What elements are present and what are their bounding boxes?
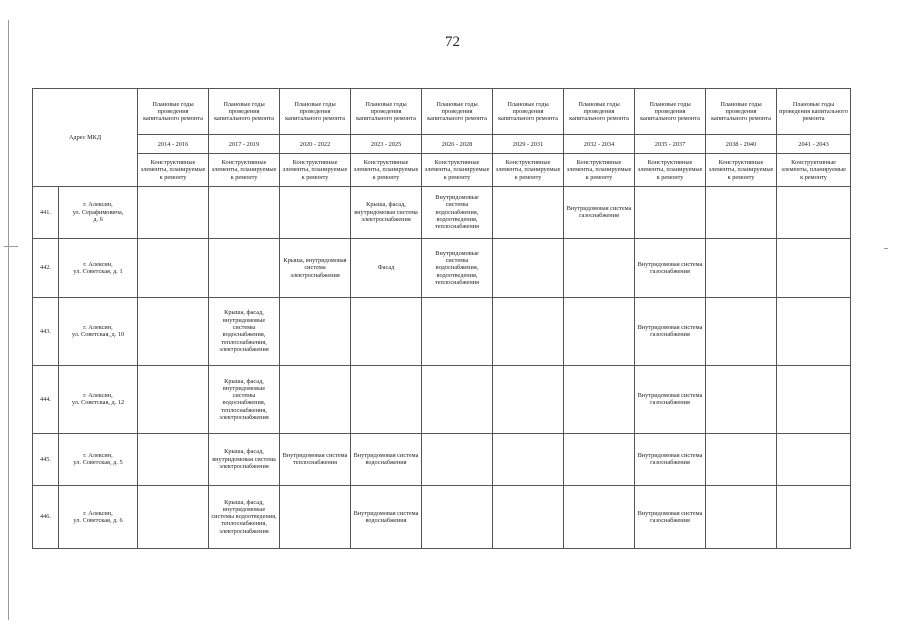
row-number: 443. [33,298,59,366]
period-header-cell: Плановые годы проведения капитального ремонта [138,89,209,135]
address-cell [59,186,138,239]
address-city: г. Алексин, [83,201,113,209]
repair-elements-cell [706,485,777,548]
repair-elements-cell: Внутридомовая система газоснабжения [635,434,706,485]
period-years-cell: 2023 - 2025 [351,135,422,154]
period-years-cell: 2032 - 2034 [564,135,635,154]
address-city: г. Алексин, [83,392,113,400]
repair-elements-cell [422,485,493,548]
repair-elements-cell: Внутридомовые системы водоснабжения, водоотведения, теплоснабжения [422,239,493,298]
scan-margin-tick [4,246,18,247]
repair-elements-cell [422,434,493,485]
row-number: 444. [33,365,59,434]
period-years-cell: 2017 - 2019 [209,135,280,154]
repair-elements-cell: Внутридомовые системы водоснабжения, водоотведения, теплоснабжения [422,186,493,239]
repair-elements-cell [564,485,635,548]
address-cell [59,485,138,548]
repair-elements-cell [422,365,493,434]
repair-elements-cell [280,485,351,548]
repair-elements-cell: Внутридомовая система газоснабжения [635,365,706,434]
repair-elements-cell: Крыша, фасад, внутридомовые системы водоснабжения, теплоснабжения, электроснабжения [209,365,280,434]
repair-elements-cell: Фасад [351,239,422,298]
elements-header-cell: Конструктивные элементы, планируемые к ремонту [635,154,706,186]
repair-elements-cell [493,434,564,485]
address-street: ул. Советская, д. 5 [73,459,123,467]
period-years-cell: 2029 - 2031 [493,135,564,154]
elements-header-cell: Конструктивные элементы, планируемые к ремонту [422,154,493,186]
repair-elements-cell [564,434,635,485]
repair-elements-cell [706,239,777,298]
repair-elements-cell: Крыша, фасад, внутридомовые системы водоснабжения, теплоснабжения, электроснабжения [209,298,280,366]
table-row [33,485,851,548]
repair-elements-cell [493,186,564,239]
repair-elements-cell [209,186,280,239]
address-cell [59,298,138,366]
repair-elements-cell [280,365,351,434]
elements-header-cell: Конструктивные элементы, планируемые к ремонту [351,154,422,186]
repair-elements-cell [706,298,777,366]
repair-elements-cell [493,365,564,434]
period-header-cell: Плановые годы проведения капитального ремонта [706,89,777,135]
period-years-cell: 2020 - 2022 [280,135,351,154]
repair-elements-cell: Внутридомовая система газоснабжения [635,485,706,548]
elements-header-cell: Конструктивные элементы, планируемые к ремонту [280,154,351,186]
scan-margin-line [8,20,9,620]
row-number: 441. [33,186,59,239]
period-years-cell: 2041 - 2043 [777,135,851,154]
address-street: ул. Советская, д. 6 [73,516,123,524]
repair-elements-cell [493,485,564,548]
address-street: ул. Серафимовича, [72,208,124,216]
capital-repair-plan-table [32,88,851,549]
repair-elements-cell [777,485,851,548]
period-years-cell: 2038 - 2040 [706,135,777,154]
period-header-cell: Плановые годы проведения капитального ремонта [422,89,493,135]
period-header-cell: Плановые годы проведения капитального ремонта [564,89,635,135]
address-cell [59,365,138,434]
period-years-cell: 2026 - 2028 [422,135,493,154]
row-number: 445. [33,434,59,485]
elements-header-cell: Конструктивные элементы, планируемые к ремонту [138,154,209,186]
repair-elements-cell [351,365,422,434]
repair-elements-cell [777,239,851,298]
repair-elements-cell [280,186,351,239]
period-header-cell: Плановые годы проведения капитального ремонта [635,89,706,135]
address-house: д. 6 [93,215,103,223]
elements-header-cell: Конструктивные элементы, планируемые к ремонту [564,154,635,186]
header-row-elements [33,154,851,186]
address-street: ул. Советская, д. 1 [73,268,123,276]
elements-header-cell: Конструктивные элементы, планируемые к ремонту [777,154,851,186]
table-row [33,298,851,366]
repair-elements-cell: Внутридомовая система водоснабжения [351,485,422,548]
repair-elements-cell [138,485,209,548]
address-cell [59,434,138,485]
repair-elements-cell [706,434,777,485]
repair-elements-cell [138,298,209,366]
period-header-cell: Плановые годы проведения капитального ремонта [493,89,564,135]
repair-elements-cell: Внутридомовая система водоснабжения [351,434,422,485]
table-row [33,434,851,485]
table-row [33,186,851,239]
repair-elements-cell [493,298,564,366]
repair-elements-cell [138,365,209,434]
repair-elements-cell [564,298,635,366]
page-number: 72 [445,34,460,50]
repair-elements-cell [138,239,209,298]
address-cell [59,239,138,298]
repair-elements-cell: Крыша, фасад, внутридомовая система электроснабжения [351,186,422,239]
repair-elements-cell [635,186,706,239]
period-header-cell: Плановые годы проведения капитального ремонта [280,89,351,135]
row-number: 446. [33,485,59,548]
repair-elements-cell [777,365,851,434]
repair-elements-cell [351,298,422,366]
header-row-years [33,135,851,154]
repair-elements-cell: Внутридомовая система теплоснабжения [280,434,351,485]
row-number: 442. [33,239,59,298]
table-row [33,365,851,434]
address-city: г. Алексин, [83,260,113,268]
repair-elements-cell: Внутридомовая система газоснабжения [635,298,706,366]
address-header: Адрес МКД [33,89,138,187]
period-header-cell: Плановые годы проведения капитального ремонта [351,89,422,135]
elements-header-cell: Конструктивные элементы, планируемые к ремонту [209,154,280,186]
elements-header-cell: Конструктивные элементы, планируемые к ремонту [493,154,564,186]
repair-elements-cell [138,434,209,485]
repair-elements-cell [706,186,777,239]
table-row [33,239,851,298]
elements-header-cell: Конструктивные элементы, планируемые к ремонту [706,154,777,186]
address-city: г. Алексин, [83,509,113,517]
repair-elements-cell: Крыша, внутридомовая система электроснабжения [280,239,351,298]
period-years-cell: 2035 - 2037 [635,135,706,154]
address-city: г. Алексин, [83,452,113,460]
repair-elements-cell [777,186,851,239]
repair-elements-cell [706,365,777,434]
period-years-cell: 2014 - 2016 [138,135,209,154]
repair-elements-cell: Внутридомовая система газоснабжения [564,186,635,239]
repair-elements-cell [138,186,209,239]
repair-elements-cell [777,298,851,366]
header-row-title [33,89,851,135]
repair-elements-cell [493,239,564,298]
repair-elements-cell: Крыша, фасад, внутридомовая система электроснабжения [209,434,280,485]
period-header-cell: Плановые годы проведения капитального ремонта [209,89,280,135]
repair-elements-cell [280,298,351,366]
repair-elements-cell [777,434,851,485]
repair-elements-cell [209,239,280,298]
repair-elements-cell: Внутридомовая система газоснабжения [635,239,706,298]
repair-elements-cell: Крыша, фасад, внутридомовые системы водоотведения, теплоснабжения, электроснабжения [209,485,280,548]
address-street: ул. Советская, д. 10 [71,331,125,339]
address-city: г. Алексин, [83,324,113,332]
address-street: ул. Советская, д. 12 [71,399,125,407]
repair-elements-cell [564,365,635,434]
period-header-cell: Плановые годы проведения капитального ремонта [777,89,851,135]
repair-elements-cell [422,298,493,366]
scan-margin-tick [884,248,888,249]
repair-elements-cell [564,239,635,298]
